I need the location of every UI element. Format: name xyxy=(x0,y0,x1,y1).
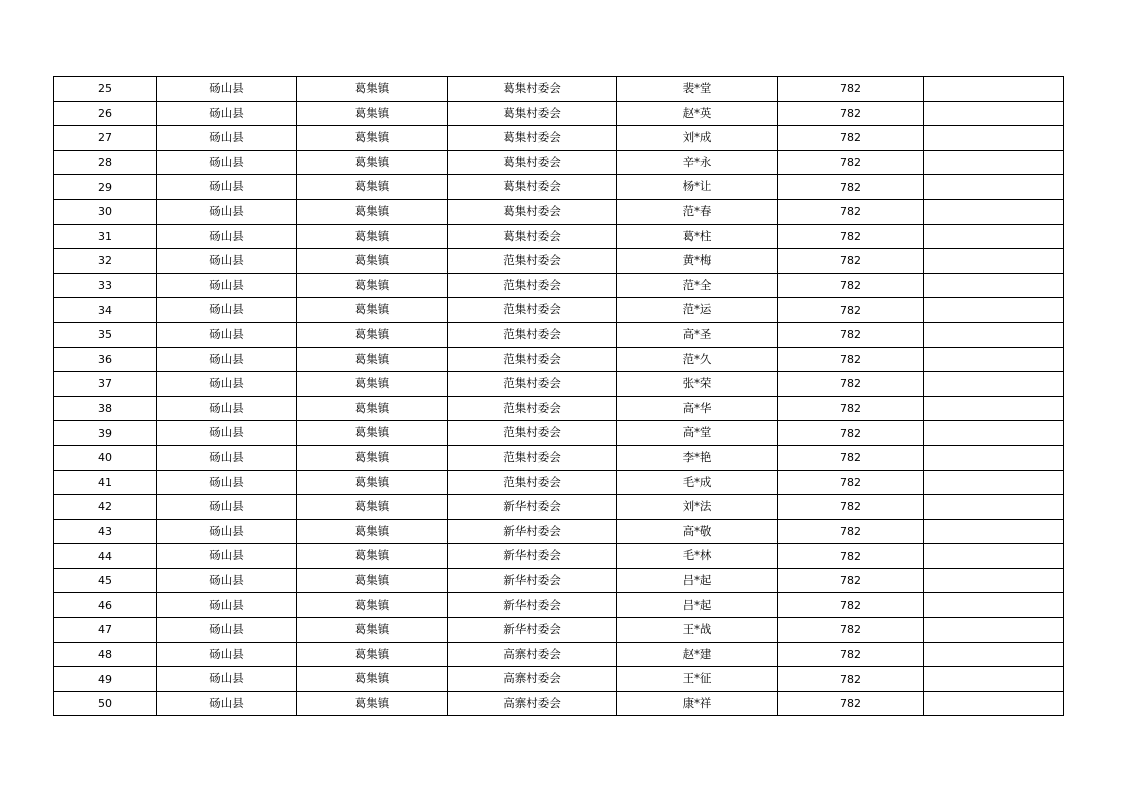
person-name-cell: 杨*让 xyxy=(617,175,778,200)
person-name-cell: 裴*堂 xyxy=(617,77,778,102)
town-cell: 葛集镇 xyxy=(297,691,448,716)
serial-number-cell: 41 xyxy=(54,470,157,495)
table-row xyxy=(54,544,1064,569)
town-cell: 葛集镇 xyxy=(297,544,448,569)
county-cell: 砀山县 xyxy=(157,150,297,175)
serial-number-cell: 26 xyxy=(54,101,157,126)
county-cell: 砀山县 xyxy=(157,126,297,151)
amount-cell: 782 xyxy=(778,101,924,126)
amount-cell: 782 xyxy=(778,347,924,372)
remark-cell xyxy=(924,568,1064,593)
serial-number-cell: 46 xyxy=(54,593,157,618)
county-cell: 砀山县 xyxy=(157,421,297,446)
serial-number-cell: 44 xyxy=(54,544,157,569)
serial-number-cell: 27 xyxy=(54,126,157,151)
town-cell: 葛集镇 xyxy=(297,568,448,593)
town-cell: 葛集镇 xyxy=(297,101,448,126)
town-cell: 葛集镇 xyxy=(297,273,448,298)
village-committee-cell: 范集村委会 xyxy=(448,273,617,298)
village-committee-cell: 高寨村委会 xyxy=(448,691,617,716)
table-row xyxy=(54,618,1064,643)
person-name-cell: 李*艳 xyxy=(617,445,778,470)
serial-number-cell: 36 xyxy=(54,347,157,372)
serial-number-cell: 28 xyxy=(54,150,157,175)
person-name-cell: 范*春 xyxy=(617,199,778,224)
village-committee-cell: 新华村委会 xyxy=(448,618,617,643)
amount-cell: 782 xyxy=(778,691,924,716)
serial-number-cell: 50 xyxy=(54,691,157,716)
town-cell: 葛集镇 xyxy=(297,150,448,175)
subsidy-table xyxy=(53,76,1064,716)
table-row xyxy=(54,691,1064,716)
person-name-cell: 张*荣 xyxy=(617,372,778,397)
amount-cell: 782 xyxy=(778,126,924,151)
village-committee-cell: 范集村委会 xyxy=(448,372,617,397)
town-cell: 葛集镇 xyxy=(297,298,448,323)
table-row xyxy=(54,445,1064,470)
serial-number-cell: 30 xyxy=(54,199,157,224)
amount-cell: 782 xyxy=(778,249,924,274)
remark-cell xyxy=(924,77,1064,102)
person-name-cell: 范*久 xyxy=(617,347,778,372)
amount-cell: 782 xyxy=(778,224,924,249)
table-row xyxy=(54,199,1064,224)
table-row xyxy=(54,667,1064,692)
serial-number-cell: 33 xyxy=(54,273,157,298)
village-committee-cell: 新华村委会 xyxy=(448,568,617,593)
remark-cell xyxy=(924,199,1064,224)
town-cell: 葛集镇 xyxy=(297,445,448,470)
town-cell: 葛集镇 xyxy=(297,642,448,667)
remark-cell xyxy=(924,101,1064,126)
person-name-cell: 毛*成 xyxy=(617,470,778,495)
amount-cell: 782 xyxy=(778,445,924,470)
remark-cell xyxy=(924,667,1064,692)
remark-cell xyxy=(924,126,1064,151)
person-name-cell: 高*圣 xyxy=(617,322,778,347)
person-name-cell: 高*敬 xyxy=(617,519,778,544)
village-committee-cell: 范集村委会 xyxy=(448,445,617,470)
town-cell: 葛集镇 xyxy=(297,667,448,692)
remark-cell xyxy=(924,445,1064,470)
serial-number-cell: 43 xyxy=(54,519,157,544)
village-committee-cell: 葛集村委会 xyxy=(448,224,617,249)
county-cell: 砀山县 xyxy=(157,470,297,495)
amount-cell: 782 xyxy=(778,372,924,397)
amount-cell: 782 xyxy=(778,568,924,593)
county-cell: 砀山县 xyxy=(157,322,297,347)
amount-cell: 782 xyxy=(778,150,924,175)
remark-cell xyxy=(924,372,1064,397)
county-cell: 砀山县 xyxy=(157,273,297,298)
table-row xyxy=(54,224,1064,249)
person-name-cell: 王*征 xyxy=(617,667,778,692)
table-row xyxy=(54,568,1064,593)
person-name-cell: 刘*成 xyxy=(617,126,778,151)
county-cell: 砀山县 xyxy=(157,249,297,274)
table-row xyxy=(54,495,1064,520)
remark-cell xyxy=(924,642,1064,667)
person-name-cell: 吕*起 xyxy=(617,568,778,593)
serial-number-cell: 47 xyxy=(54,618,157,643)
county-cell: 砀山县 xyxy=(157,495,297,520)
county-cell: 砀山县 xyxy=(157,347,297,372)
person-name-cell: 范*运 xyxy=(617,298,778,323)
county-cell: 砀山县 xyxy=(157,568,297,593)
remark-cell xyxy=(924,618,1064,643)
county-cell: 砀山县 xyxy=(157,224,297,249)
amount-cell: 782 xyxy=(778,593,924,618)
village-committee-cell: 高寨村委会 xyxy=(448,667,617,692)
remark-cell xyxy=(924,470,1064,495)
village-committee-cell: 新华村委会 xyxy=(448,519,617,544)
amount-cell: 782 xyxy=(778,322,924,347)
person-name-cell: 吕*起 xyxy=(617,593,778,618)
remark-cell xyxy=(924,691,1064,716)
person-name-cell: 黄*梅 xyxy=(617,249,778,274)
village-committee-cell: 葛集村委会 xyxy=(448,126,617,151)
serial-number-cell: 39 xyxy=(54,421,157,446)
table-row xyxy=(54,298,1064,323)
amount-cell: 782 xyxy=(778,470,924,495)
town-cell: 葛集镇 xyxy=(297,593,448,618)
county-cell: 砀山县 xyxy=(157,199,297,224)
table-row xyxy=(54,470,1064,495)
town-cell: 葛集镇 xyxy=(297,175,448,200)
table-row xyxy=(54,322,1064,347)
person-name-cell: 范*全 xyxy=(617,273,778,298)
amount-cell: 782 xyxy=(778,175,924,200)
town-cell: 葛集镇 xyxy=(297,199,448,224)
person-name-cell: 葛*柱 xyxy=(617,224,778,249)
serial-number-cell: 34 xyxy=(54,298,157,323)
serial-number-cell: 35 xyxy=(54,322,157,347)
town-cell: 葛集镇 xyxy=(297,421,448,446)
remark-cell xyxy=(924,421,1064,446)
person-name-cell: 康*祥 xyxy=(617,691,778,716)
person-name-cell: 辛*永 xyxy=(617,150,778,175)
remark-cell xyxy=(924,322,1064,347)
county-cell: 砀山县 xyxy=(157,593,297,618)
town-cell: 葛集镇 xyxy=(297,470,448,495)
remark-cell xyxy=(924,224,1064,249)
person-name-cell: 王*战 xyxy=(617,618,778,643)
amount-cell: 782 xyxy=(778,298,924,323)
village-committee-cell: 葛集村委会 xyxy=(448,175,617,200)
remark-cell xyxy=(924,175,1064,200)
town-cell: 葛集镇 xyxy=(297,126,448,151)
county-cell: 砀山县 xyxy=(157,298,297,323)
county-cell: 砀山县 xyxy=(157,642,297,667)
village-committee-cell: 高寨村委会 xyxy=(448,642,617,667)
county-cell: 砀山县 xyxy=(157,396,297,421)
county-cell: 砀山县 xyxy=(157,618,297,643)
table-row xyxy=(54,372,1064,397)
serial-number-cell: 31 xyxy=(54,224,157,249)
amount-cell: 782 xyxy=(778,273,924,298)
amount-cell: 782 xyxy=(778,667,924,692)
amount-cell: 782 xyxy=(778,421,924,446)
village-committee-cell: 新华村委会 xyxy=(448,593,617,618)
county-cell: 砀山县 xyxy=(157,372,297,397)
county-cell: 砀山县 xyxy=(157,667,297,692)
county-cell: 砀山县 xyxy=(157,519,297,544)
town-cell: 葛集镇 xyxy=(297,519,448,544)
table-row xyxy=(54,593,1064,618)
village-committee-cell: 范集村委会 xyxy=(448,347,617,372)
amount-cell: 782 xyxy=(778,77,924,102)
person-name-cell: 刘*法 xyxy=(617,495,778,520)
county-cell: 砀山县 xyxy=(157,544,297,569)
person-name-cell: 高*华 xyxy=(617,396,778,421)
village-committee-cell: 葛集村委会 xyxy=(448,77,617,102)
village-committee-cell: 范集村委会 xyxy=(448,396,617,421)
town-cell: 葛集镇 xyxy=(297,372,448,397)
town-cell: 葛集镇 xyxy=(297,224,448,249)
person-name-cell: 赵*英 xyxy=(617,101,778,126)
town-cell: 葛集镇 xyxy=(297,396,448,421)
serial-number-cell: 32 xyxy=(54,249,157,274)
village-committee-cell: 范集村委会 xyxy=(448,470,617,495)
town-cell: 葛集镇 xyxy=(297,249,448,274)
village-committee-cell: 葛集村委会 xyxy=(448,199,617,224)
table-row xyxy=(54,347,1064,372)
serial-number-cell: 25 xyxy=(54,77,157,102)
remark-cell xyxy=(924,396,1064,421)
serial-number-cell: 42 xyxy=(54,495,157,520)
town-cell: 葛集镇 xyxy=(297,618,448,643)
table-row xyxy=(54,175,1064,200)
village-committee-cell: 范集村委会 xyxy=(448,322,617,347)
county-cell: 砀山县 xyxy=(157,691,297,716)
amount-cell: 782 xyxy=(778,519,924,544)
county-cell: 砀山县 xyxy=(157,101,297,126)
amount-cell: 782 xyxy=(778,544,924,569)
table-row xyxy=(54,249,1064,274)
remark-cell xyxy=(924,298,1064,323)
village-committee-cell: 范集村委会 xyxy=(448,298,617,323)
amount-cell: 782 xyxy=(778,396,924,421)
table-row xyxy=(54,396,1064,421)
remark-cell xyxy=(924,495,1064,520)
village-committee-cell: 葛集村委会 xyxy=(448,101,617,126)
table-row xyxy=(54,642,1064,667)
village-committee-cell: 葛集村委会 xyxy=(448,150,617,175)
town-cell: 葛集镇 xyxy=(297,77,448,102)
table-row xyxy=(54,126,1064,151)
table-row xyxy=(54,150,1064,175)
table-row xyxy=(54,421,1064,446)
town-cell: 葛集镇 xyxy=(297,495,448,520)
person-name-cell: 高*堂 xyxy=(617,421,778,446)
remark-cell xyxy=(924,249,1064,274)
table-row xyxy=(54,101,1064,126)
village-committee-cell: 范集村委会 xyxy=(448,421,617,446)
serial-number-cell: 49 xyxy=(54,667,157,692)
serial-number-cell: 38 xyxy=(54,396,157,421)
town-cell: 葛集镇 xyxy=(297,322,448,347)
remark-cell xyxy=(924,347,1064,372)
village-committee-cell: 新华村委会 xyxy=(448,495,617,520)
remark-cell xyxy=(924,519,1064,544)
remark-cell xyxy=(924,593,1064,618)
town-cell: 葛集镇 xyxy=(297,347,448,372)
serial-number-cell: 37 xyxy=(54,372,157,397)
person-name-cell: 赵*建 xyxy=(617,642,778,667)
county-cell: 砀山县 xyxy=(157,445,297,470)
table-row xyxy=(54,273,1064,298)
remark-cell xyxy=(924,150,1064,175)
amount-cell: 782 xyxy=(778,495,924,520)
table-row xyxy=(54,77,1064,102)
serial-number-cell: 48 xyxy=(54,642,157,667)
serial-number-cell: 45 xyxy=(54,568,157,593)
village-committee-cell: 范集村委会 xyxy=(448,249,617,274)
county-cell: 砀山县 xyxy=(157,175,297,200)
serial-number-cell: 29 xyxy=(54,175,157,200)
remark-cell xyxy=(924,544,1064,569)
village-committee-cell: 新华村委会 xyxy=(448,544,617,569)
serial-number-cell: 40 xyxy=(54,445,157,470)
amount-cell: 782 xyxy=(778,199,924,224)
table-body xyxy=(54,77,1064,716)
county-cell: 砀山县 xyxy=(157,77,297,102)
amount-cell: 782 xyxy=(778,618,924,643)
person-name-cell: 毛*林 xyxy=(617,544,778,569)
amount-cell: 782 xyxy=(778,642,924,667)
remark-cell xyxy=(924,273,1064,298)
table-row xyxy=(54,519,1064,544)
